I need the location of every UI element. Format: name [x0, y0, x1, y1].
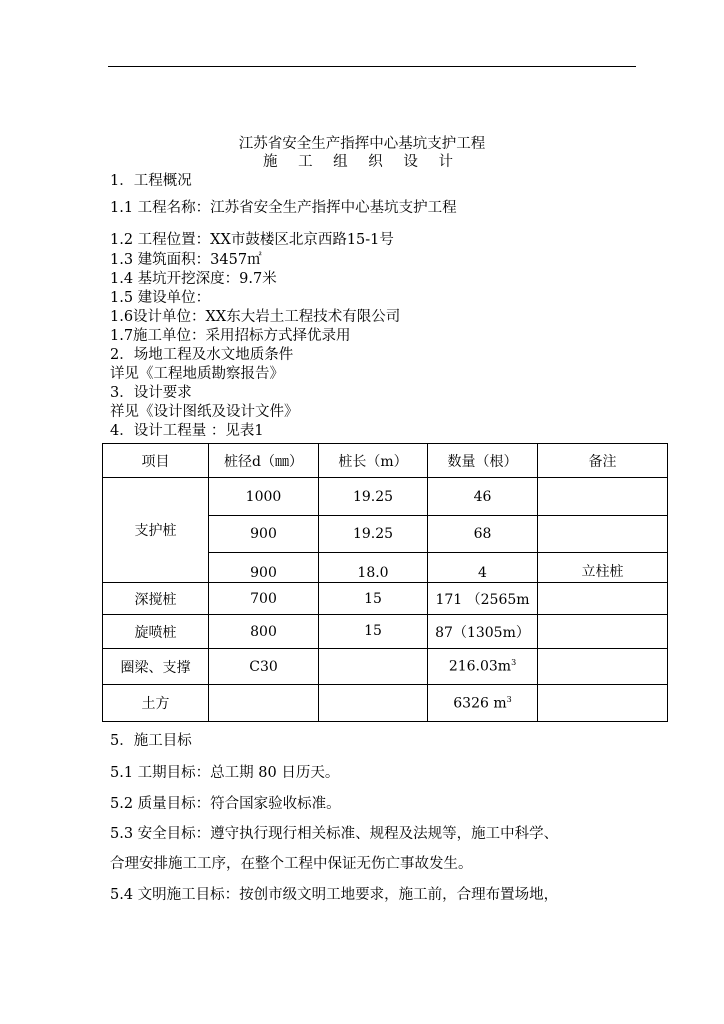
table-cell [209, 685, 319, 722]
table-cell: 68 [428, 516, 538, 553]
section-3-heading: 3．设计要求 [110, 385, 192, 401]
table-cell [319, 685, 428, 722]
table-cell: 土方 [103, 685, 209, 722]
table-cell: 18.0 [319, 553, 428, 583]
table-cell: 15 [319, 615, 428, 649]
table-row [103, 649, 668, 685]
header-rule [108, 66, 636, 67]
title-line1: 江苏省安全生产指挥中心基坑支护工程 [238, 136, 486, 152]
section-3-text: 祥见《设计图纸及设计文件》 [110, 404, 299, 420]
table-cell: 900 [209, 516, 319, 553]
table-cell: 深搅桩 [103, 583, 209, 615]
table-cell: 15 [319, 583, 428, 615]
table-cell: 171 （2565m [428, 583, 538, 615]
table-row [103, 478, 668, 516]
item-1-4: 1.4 基坑开挖深度：9.7米 [110, 271, 277, 287]
item-1-7: 1.7施工单位：采用招标方式择优录用 [110, 328, 351, 344]
beam-qty: 216.03m [448, 658, 512, 675]
table-cell: 旋喷桩 [103, 615, 209, 649]
item-5-1: 5.1 工期目标：总工期 80 日历天。 [110, 765, 340, 781]
col-header-item: 项目 [103, 444, 209, 478]
table-cell: 1000 [209, 478, 319, 516]
earth-qty: 6326 m [453, 695, 507, 712]
earth-qty-unit-sup: 3 [506, 694, 512, 704]
table-cell: C30 [209, 649, 319, 685]
table-cell: 87（1305m） [428, 615, 538, 649]
table-cell [538, 478, 668, 516]
col-header-quantity: 数量（根） [428, 444, 538, 478]
table-cell [538, 516, 668, 553]
table-cell [538, 649, 668, 685]
item-1-3: 1.3 建筑面积：3457㎡ [110, 252, 262, 268]
section-2-text: 详见《工程地质勘察报告》 [110, 366, 284, 382]
table-cell: 4 [428, 553, 538, 583]
col-header-note: 备注 [538, 444, 668, 478]
table-cell: 19.25 [319, 478, 428, 516]
table-header-row [103, 444, 668, 478]
table-cell [538, 615, 668, 649]
table-cell [428, 685, 538, 722]
support-pile-label: 支护桩 [103, 478, 209, 583]
table-cell [319, 649, 428, 685]
table-row [103, 615, 668, 649]
beam-qty-unit-sup: 3 [511, 658, 517, 668]
section-5-heading: 5．施工目标 [110, 733, 192, 749]
col-header-diameter: 桩径d（㎜） [209, 444, 319, 478]
table-cell: 700 [209, 583, 319, 615]
item-5-3: 5.3 安全目标：遵守执行现行相关标准、规程及法规等，施工中科学、 [110, 826, 559, 842]
col-header-length: 桩长（m） [319, 444, 428, 478]
title-line2: 施 工 组 织 设 计 [262, 154, 462, 170]
table-cell: 46 [428, 478, 538, 516]
table-cell [428, 649, 538, 685]
item-1-6: 1.6设计单位：XX东大岩土工程技术有限公司 [110, 309, 401, 325]
table-row [103, 685, 668, 722]
section-2-heading: 2．场地工程及水文地质条件 [110, 347, 294, 363]
table-cell: 900 [209, 553, 319, 583]
table-cell: 800 [209, 615, 319, 649]
table-cell [538, 685, 668, 722]
table-row [103, 583, 668, 615]
quantity-table [102, 443, 668, 722]
item-1-5: 1.5 建设单位： [110, 290, 211, 306]
section-4-heading: 4．设计工程量 ：见表1 [110, 423, 264, 439]
table-cell: 19.25 [319, 516, 428, 553]
item-1-1: 1.1 工程名称：江苏省安全生产指挥中心基坑支护工程 [110, 200, 457, 216]
item-1-2: 1.2 工程位置：XX市鼓楼区北京西路15-1号 [110, 232, 394, 248]
item-5-3-cont: 合理安排施工工序，在整个工程中保证无伤亡事故发生。 [110, 856, 473, 872]
item-5-2: 5.2 质量目标：符合国家验收标准。 [110, 796, 341, 812]
table-cell: 圈梁、支撑 [103, 649, 209, 685]
table-cell [538, 583, 668, 615]
section-1-heading: 1．工程概况 [110, 173, 192, 189]
item-5-4: 5.4 文明施工目标：按创市级文明工地要求，施工前，合理布置场地， [110, 887, 559, 903]
table-cell: 立柱桩 [538, 553, 668, 583]
